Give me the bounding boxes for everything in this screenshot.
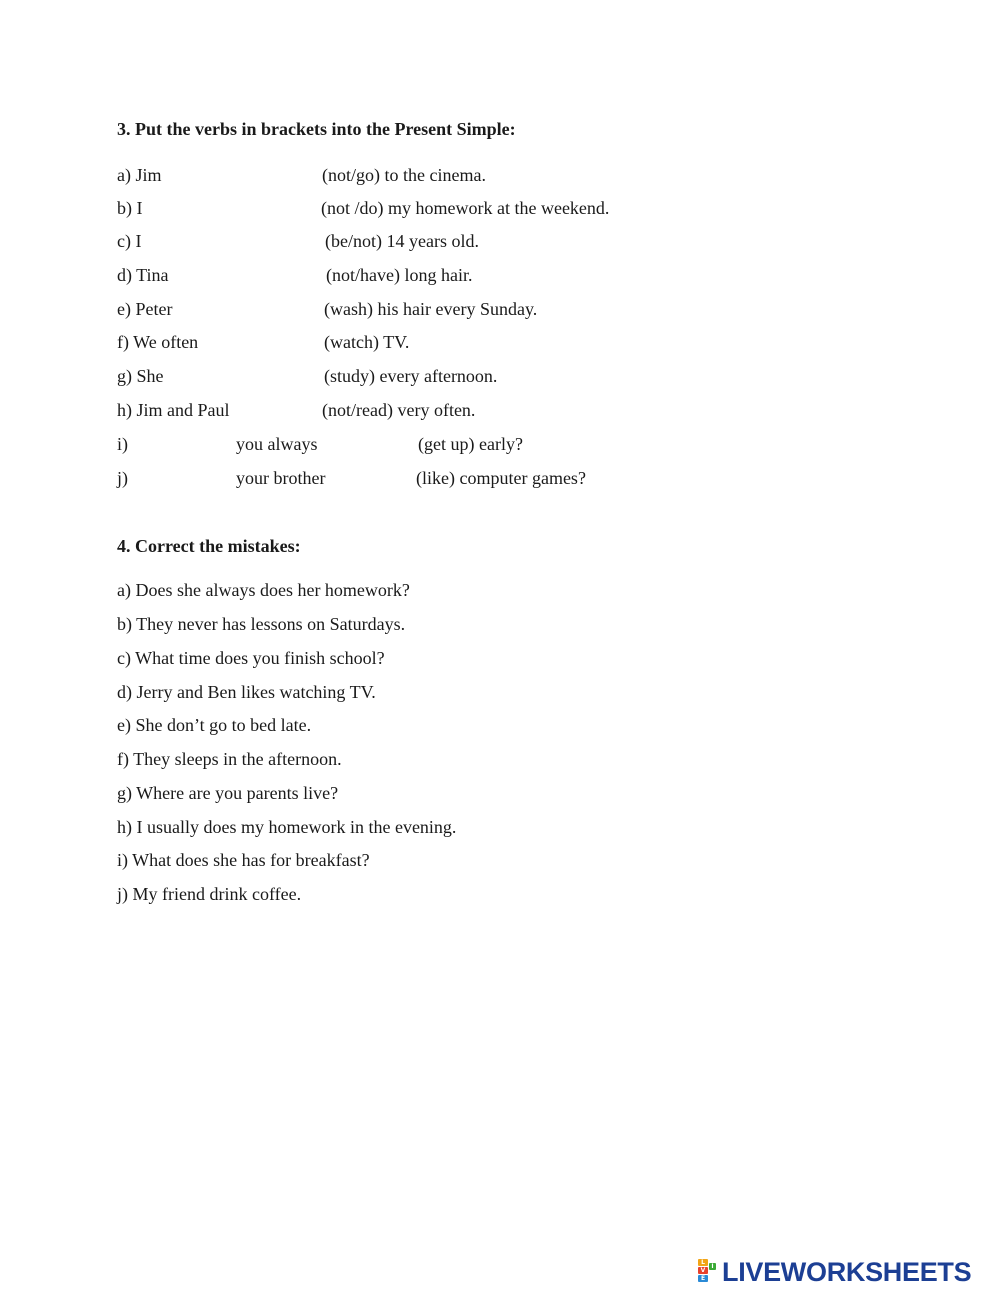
item-verb: (get up) early?	[418, 434, 523, 454]
logo-block-e: E	[698, 1275, 708, 1282]
item-verb: (not/go) to the cinema.	[322, 165, 486, 185]
item-verb: (not/have) long hair.	[326, 265, 473, 285]
mistake-line: h) I usually does my homework in the evening.	[117, 817, 457, 837]
liveworksheets-logo	[698, 1257, 998, 1287]
logo-icon	[698, 1259, 720, 1283]
mistake-line: c) What time does you finish school?	[117, 648, 385, 668]
item-label: h) Jim and Paul	[117, 400, 230, 420]
section3-title: 3. Put the verbs in brackets into the Present Simple:	[117, 119, 516, 139]
item-label: i)	[117, 434, 128, 454]
section4-title: 4. Correct the mistakes:	[117, 536, 301, 556]
mistake-line: g) Where are you parents live?	[117, 783, 339, 803]
logo-block-i: I	[709, 1263, 716, 1270]
item-label: a) Jim	[117, 165, 162, 185]
mistake-line: d) Jerry and Ben likes watching TV.	[117, 682, 376, 702]
item-verb: (be/not) 14 years old.	[325, 231, 479, 251]
mistake-line: j) My friend drink coffee.	[117, 884, 302, 904]
mistake-line: e) She don’t go to bed late.	[117, 715, 312, 735]
mistake-line: i) What does she has for breakfast?	[117, 850, 370, 870]
mistake-line: f) They sleeps in the afternoon.	[117, 749, 342, 769]
item-verb: (not /do) my homework at the weekend.	[321, 198, 610, 218]
item-label: d) Tina	[117, 265, 169, 285]
item-label: j)	[117, 468, 128, 488]
mistake-line: b) They never has lessons on Saturdays.	[117, 614, 406, 634]
item-verb: (not/read) very often.	[322, 400, 476, 420]
item-label: f) We often	[117, 332, 199, 352]
item-subject: you always	[236, 434, 318, 454]
item-verb: (watch) TV.	[324, 332, 410, 352]
item-verb: (wash) his hair every Sunday.	[324, 299, 538, 319]
item-label: c) I	[117, 231, 142, 251]
logo-block-v: V	[698, 1267, 708, 1274]
item-verb: (study) every afternoon.	[324, 366, 498, 386]
item-label: b) I	[117, 198, 143, 218]
logo-block-l: L	[698, 1259, 708, 1266]
item-subject: your brother	[236, 468, 326, 488]
item-label: g) She	[117, 366, 164, 386]
mistake-line: a) Does she always does her homework?	[117, 580, 410, 600]
item-verb: (like) computer games?	[416, 468, 586, 488]
item-label: e) Peter	[117, 299, 173, 319]
logo-text: LIVEWORKSHEETS	[722, 1257, 972, 1287]
